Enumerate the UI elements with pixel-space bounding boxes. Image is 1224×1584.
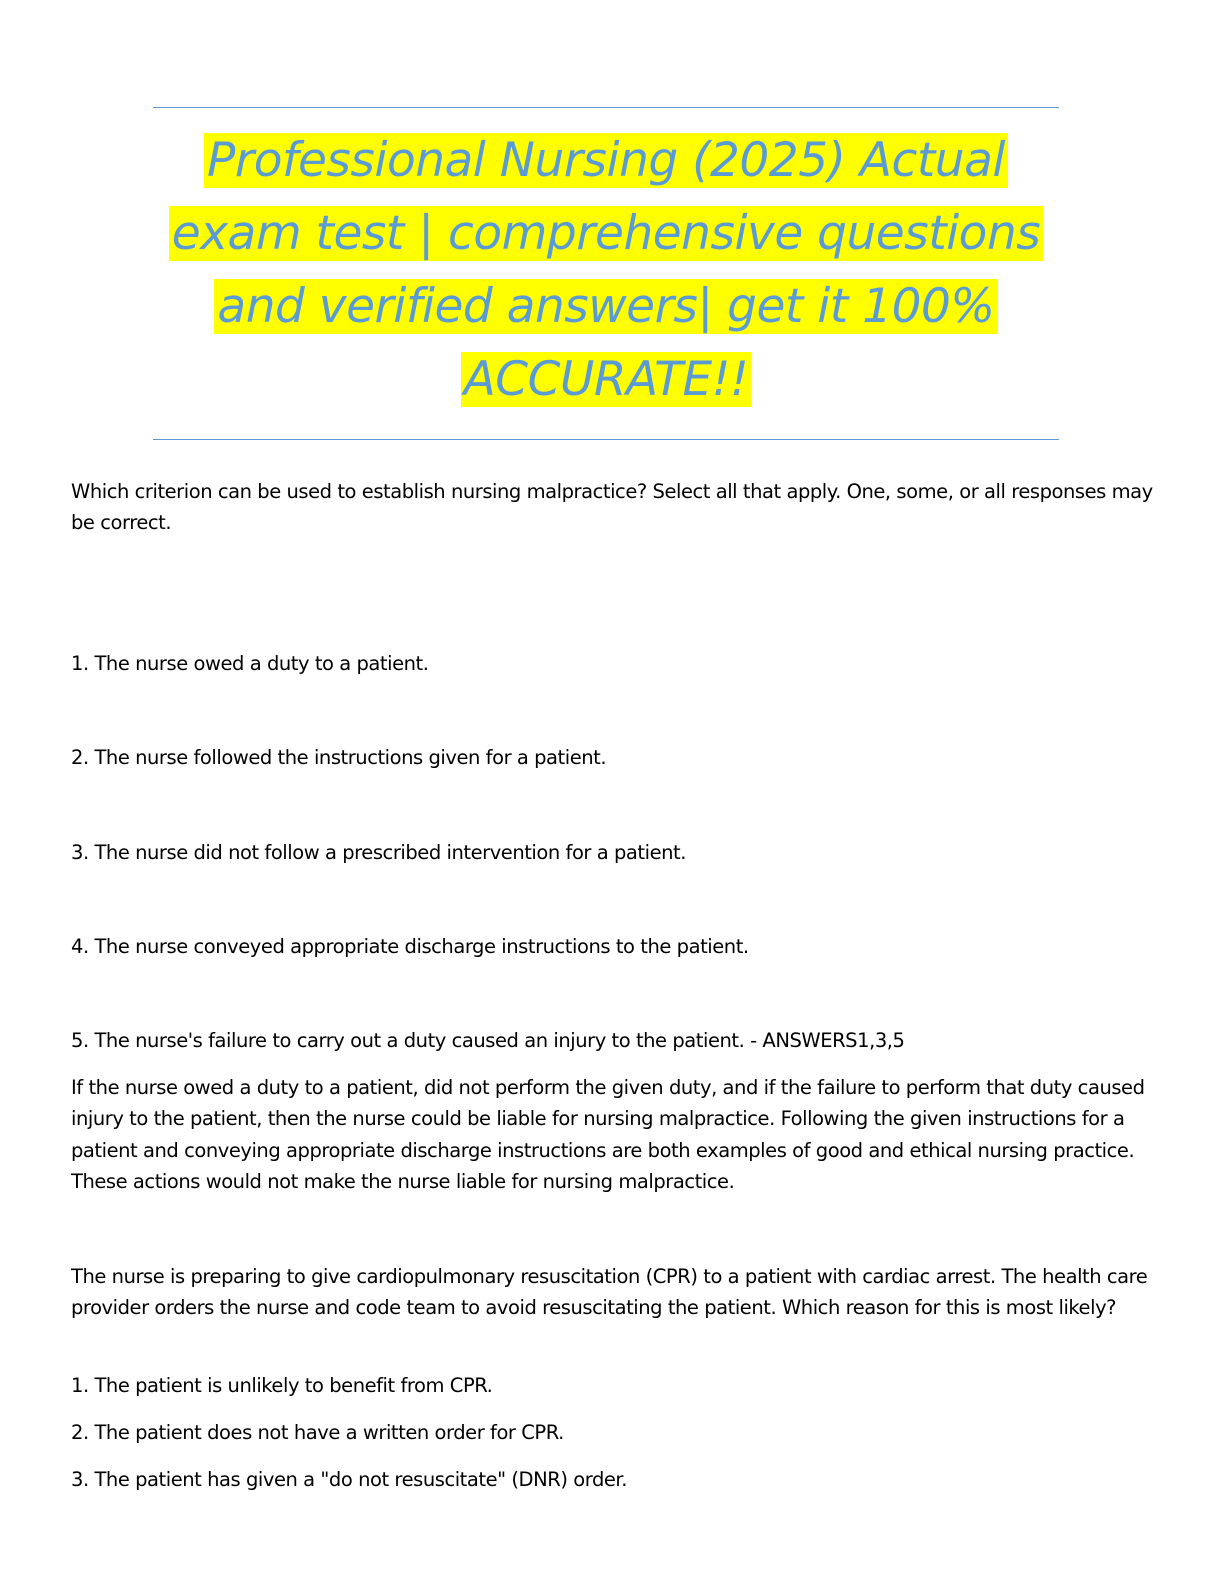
question-1-rationale: If the nurse owed a duty to a patient, did not perform the given duty, and if the failure to perform that duty caused injury to the patient, then the nurse could be liable for nursing malpractice. Following the given instructions for a patient and conveying appropriate discharge instructions are both examples of good and ethical nursing practice. These actions would not make the nurse liable for nursing malpractice. <box>71 1076 1145 1193</box>
title-line-2: exam test | comprehensive questions <box>169 206 1043 261</box>
question-1-option-1: 1. The nurse owed a duty to a patient. <box>71 652 429 675</box>
question-2-option-2: 2. The patient does not have a written order for CPR. <box>71 1421 564 1444</box>
document-title <box>153 124 1059 416</box>
title-line-1: Professional Nursing (2025) Actual <box>204 133 1008 188</box>
header-rule-top <box>153 107 1059 108</box>
question-1-option-4: 4. The nurse conveyed appropriate discharge instructions to the patient. <box>71 935 749 958</box>
question-1-option-5-answer: 5. The nurse's failure to carry out a duty caused an injury to the patient. - ANSWERS1,3,5 <box>71 1029 905 1052</box>
question-1-option-3: 3. The nurse did not follow a prescribed intervention for a patient. <box>71 841 686 864</box>
question-2-stem: The nurse is preparing to give cardiopulmonary resuscitation (CPR) to a patient with cardiac arrest. The health care provider orders the nurse and code team to avoid resuscitating the patient. Which reason for this is most likely? <box>71 1265 1148 1320</box>
question-1-stem: Which criterion can be used to establish nursing malpractice? Select all that apply. One, some, or all responses may be correct. <box>71 480 1153 535</box>
question-2-option-3: 3. The patient has given a "do not resuscitate" (DNR) order. <box>71 1468 627 1491</box>
title-line-4: ACCURATE!! <box>461 352 752 407</box>
title-line-3: and verified answers| get it 100% <box>214 279 997 334</box>
question-1-option-2: 2. The nurse followed the instructions given for a patient. <box>71 746 607 769</box>
header-rule-bottom <box>153 439 1059 440</box>
question-2-option-1: 1. The patient is unlikely to benefit from CPR. <box>71 1374 493 1397</box>
